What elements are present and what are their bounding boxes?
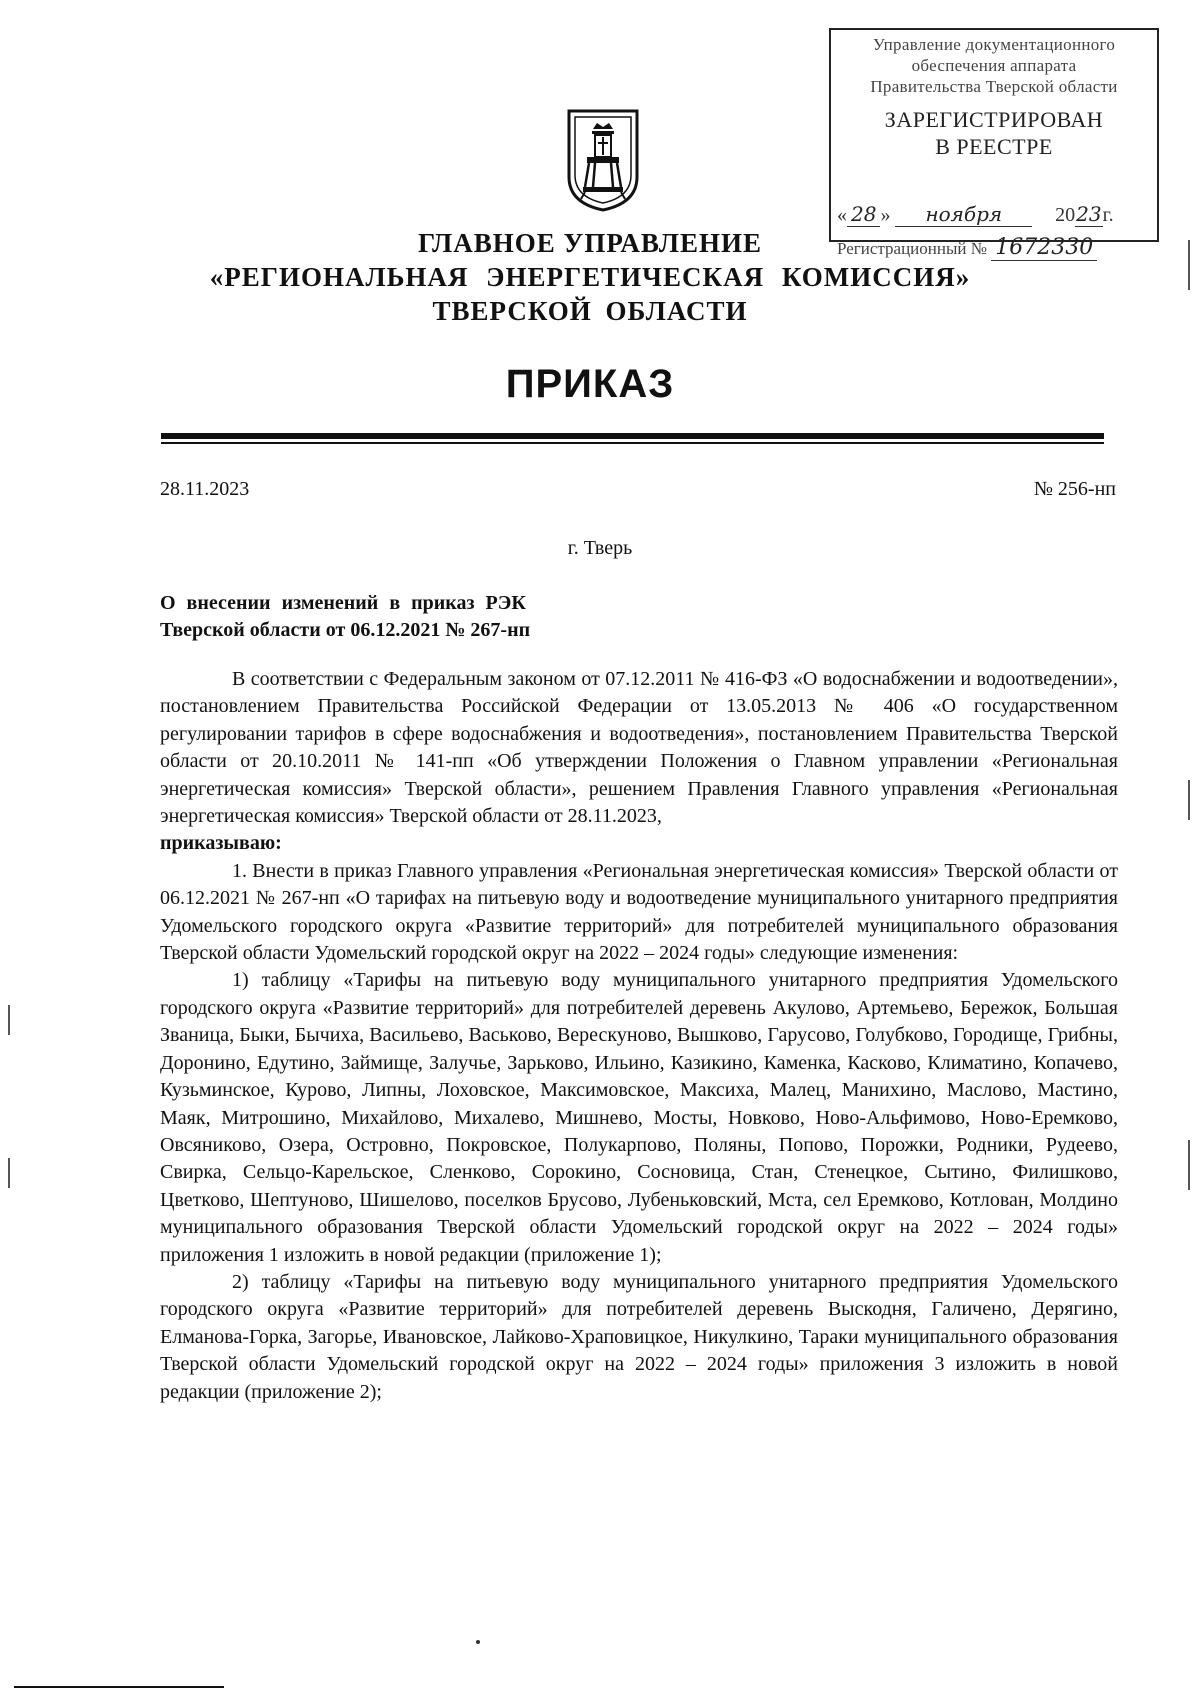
scan-dot — [476, 1640, 480, 1644]
document-body — [160, 666, 1118, 1406]
item-1-1-paragraph: 1) таблицу «Тарифы на питьевую воду муниципального унитарного предприятия Удомельского городского округа «Развитие территорий» для потребителей деревень Акулово, Артемьево, Бережок, Большая Званица, Быки, Бычиха, Васильево, Васьково, Верескуново, Вышково, Гарусово, Голубково, Городище, Грибны, Доронино, Едутино, Займище, Залучье, Зарьково, Ильино, Казикино, Каменка, Касково, Климатино, Копачево, Кузьминское, Курово, Липны, Лоховское, Максимовское, Максиха, Малец, Манихино, Маслово, Мастино, Маяк, Митрошино, Михайлово, Михалево, Мишнево, Мосты, Новково, Ново-Альфимово, Ново-Еремково, Овсяниково, Озера, Островно, Покровское, Полукарпово, Поляны, Попово, Порожки, Родники, Рудеево, Свирка, Сельцо-Карельское, Сленково, Сорокино, Сосновица, Стан, Стенецкое, Сытино, Филишково, Цветково, Шептуново, Шишелово, поселков Брусово, Лубеньковский, Мста, сел Еремково, Котлован, Молдино муниципального образования Тверской области Удомельский городской округ на 2022 – 2024 годы» приложения 1 изложить в новой редакции (приложение 1); — [160, 969, 1118, 1266]
stamp-org-line: обеспечения аппарата — [911, 56, 1077, 75]
stamp-registered — [831, 106, 1157, 160]
agency-line: «РЕГИОНАЛЬНАЯ ЭНЕРГЕТИЧЕСКАЯ КОМИССИЯ» — [209, 262, 971, 292]
document-city: г. Тверь — [567, 537, 633, 559]
stamp-date-suffix: г. — [1102, 204, 1114, 226]
title-line: Тверской области от 06.12.2021 № 267-нп — [160, 619, 531, 641]
stamp-date-year-prefix: 20 — [1055, 204, 1076, 226]
stamp-date-day: 28 — [847, 202, 880, 227]
stamp-date-open: « — [837, 204, 847, 226]
stamp-date-month: ноября — [895, 202, 1032, 227]
title-line: О внесении изменений в приказ РЭК — [160, 592, 526, 614]
scan-margin-mark — [8, 1005, 10, 1035]
preamble-paragraph: В соответствии с Федеральным законом от 07.12.2011 № 416-ФЗ «О водоснабжении и водоотведении», постановлением Правительства Российской Федерации от 13.05.2013 № 406 «О государственном регулировании тарифов в сфере водоснабжения и водоотведения», постановлением Правительства Тверской области от 20.10.2011 № 141-пп «Об утверждении Положения о Главном управлении «Региональная энергетическая комиссия» Тверской области», решением Правления Главного управления «Региональная энергетическая комиссия» Тверской области от 28.11.2023, — [160, 668, 1118, 828]
item-1-paragraph: 1. Внести в приказ Главного управления «Региональная энергетическая комиссия» Тверской области от 06.12.2021 № 267-нп «О тарифах на питьевую воду и водоотведение муниципального унитарного предприятия Удомельского городского округа «Развитие территорий» для потребителей муниципального образования Тверской области Удомельский городской округ на 2022 – 2024 годы» следующие изменения: — [160, 859, 1118, 965]
document-date: 28.11.2023 — [160, 478, 250, 500]
scan-margin-mark — [1188, 240, 1190, 290]
stamp-org-line: Управление документационного — [872, 35, 1116, 54]
stamp-date-year: 23 — [1076, 202, 1102, 226]
stamp-org-line: Правительства Тверской области — [870, 77, 1118, 96]
order-word-text: приказываю: — [160, 832, 282, 855]
order-word — [160, 830, 1118, 857]
footer-rule — [14, 1686, 224, 1688]
document-number: № 256-нп — [1033, 478, 1116, 500]
header-rule-thin — [161, 442, 1104, 444]
item-1-2-paragraph: 2) таблицу «Тарифы на питьевую воду муниципального унитарного предприятия Удомельского городского округа «Развитие территорий» для потребителей деревень Выскодня, Галичено, Дерягино, Елманова-Горка, Загорье, Ивановское, Лайково-Храповицкое, Никулкино, Тараки муниципального образования Тверской области Удомельский городской округ на 2022 – 2024 годы» приложения 3 изложить в новой редакции (приложение 2); — [160, 1270, 1118, 1403]
stamp-reg-value: 1672330 — [991, 235, 1097, 261]
stamp-date — [837, 202, 1153, 227]
registration-stamp — [829, 28, 1159, 260]
agency-line: ТВЕРСКОЙ ОБЛАСТИ — [432, 296, 748, 326]
scan-margin-mark — [1188, 780, 1190, 820]
agency-line: ГЛАВНОЕ УПРАВЛЕНИЕ — [418, 228, 762, 258]
document-type: ПРИКАЗ — [505, 362, 675, 406]
stamp-organization — [831, 34, 1157, 97]
stamp-registered-line: ЗАРЕГИСТРИРОВАН — [884, 107, 1104, 132]
scan-margin-mark — [8, 1158, 10, 1188]
document-title — [160, 590, 530, 644]
header-rule-thick — [161, 433, 1104, 439]
agency-name — [160, 226, 1020, 328]
stamp-date-mid: » — [880, 204, 891, 226]
coat-of-arms-icon — [565, 107, 641, 213]
stamp-reg-label: Регистрационный № — [837, 239, 987, 258]
scan-margin-mark — [1188, 1140, 1190, 1190]
stamp-registered-line: В РЕЕСТРЕ — [935, 134, 1053, 159]
